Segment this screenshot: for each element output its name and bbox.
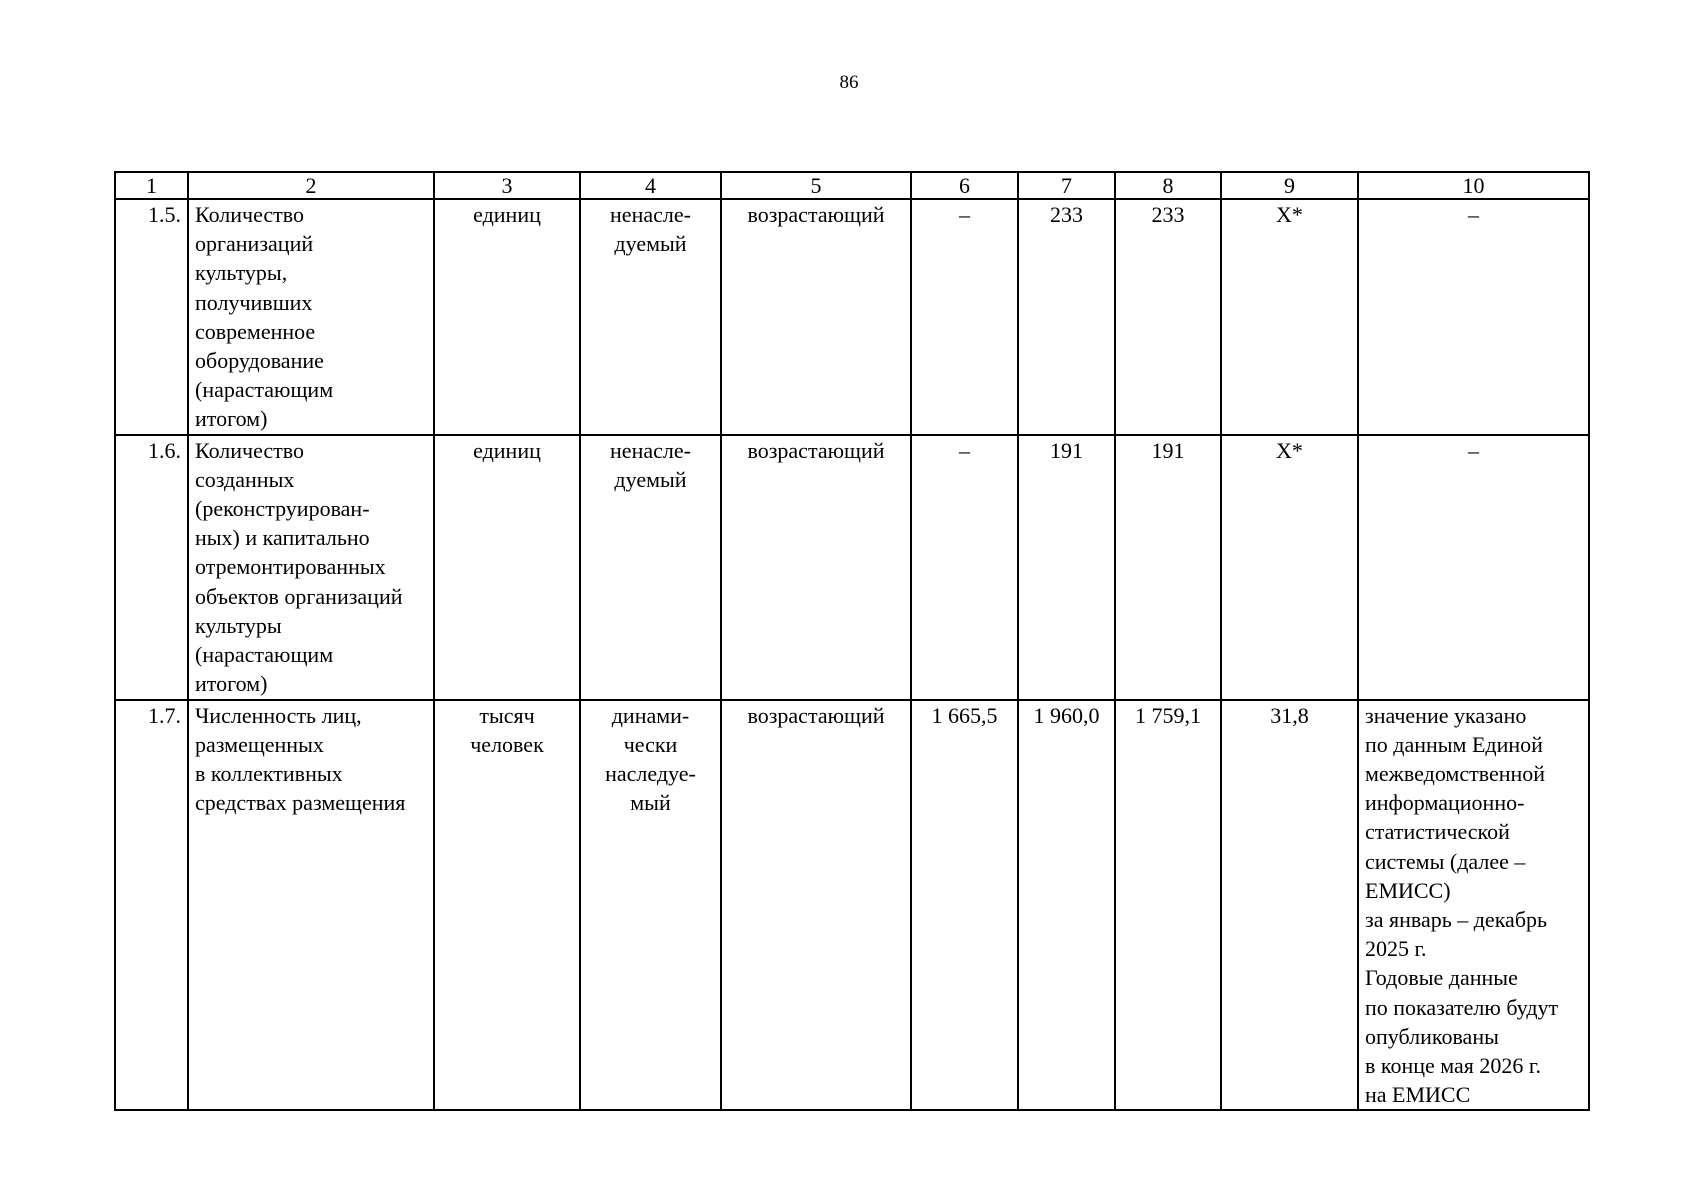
value-col-6: – xyxy=(911,199,1018,435)
indicator-direction: возрастающий xyxy=(721,199,911,435)
table-row xyxy=(115,700,1589,1111)
value-col-9: X* xyxy=(1221,435,1358,700)
table-row xyxy=(115,199,1589,435)
row-number: 1.7. xyxy=(115,700,188,1111)
indicator-direction: возрастающий xyxy=(721,700,911,1111)
unit-of-measure: тысяч человек xyxy=(434,700,580,1111)
value-col-8: 191 xyxy=(1115,435,1221,700)
column-header: 8 xyxy=(1115,172,1221,199)
indicator-name: Количество созданных (реконструирован- ных) и капитально отремонтированных объектов организаций культуры (нарастающим итогом) xyxy=(188,435,434,700)
value-col-6: 1 665,5 xyxy=(911,700,1018,1111)
column-header: 6 xyxy=(911,172,1018,199)
indicator-type: динами- чески наследуе- мый xyxy=(580,700,721,1111)
value-col-7: 191 xyxy=(1018,435,1115,700)
column-header: 10 xyxy=(1358,172,1589,199)
indicator-direction: возрастающий xyxy=(721,435,911,700)
value-col-8: 1 759,1 xyxy=(1115,700,1221,1111)
note: – xyxy=(1358,199,1589,435)
value-col-6: – xyxy=(911,435,1018,700)
note: значение указано по данным Единой межведомственной информационно- статистической системы (далее – ЕМИСС) за январь – декабрь 2025 г. Годовые данные по показателю будут опубликованы в конце мая 2026 г. на ЕМИСС xyxy=(1358,700,1589,1111)
column-header: 7 xyxy=(1018,172,1115,199)
value-col-9: X* xyxy=(1221,199,1358,435)
column-header: 2 xyxy=(188,172,434,199)
value-col-7: 233 xyxy=(1018,199,1115,435)
column-header: 3 xyxy=(434,172,580,199)
note: – xyxy=(1358,435,1589,700)
value-col-9: 31,8 xyxy=(1221,700,1358,1111)
unit-of-measure: единиц xyxy=(434,199,580,435)
row-number: 1.6. xyxy=(115,435,188,700)
column-header: 4 xyxy=(580,172,721,199)
indicator-type: ненасле- дуемый xyxy=(580,199,721,435)
indicator-name: Численность лиц, размещенных в коллективных средствах размещения xyxy=(188,700,434,1111)
column-number-row xyxy=(115,172,1589,199)
table-row xyxy=(115,435,1589,700)
value-col-8: 233 xyxy=(1115,199,1221,435)
column-header: 9 xyxy=(1221,172,1358,199)
column-header: 5 xyxy=(721,172,911,199)
row-number: 1.5. xyxy=(115,199,188,435)
column-header: 1 xyxy=(115,172,188,199)
indicator-type: ненасле- дуемый xyxy=(580,435,721,700)
unit-of-measure: единиц xyxy=(434,435,580,700)
indicator-name: Количество организаций культуры, получивших современное оборудование (нарастающим итогом) xyxy=(188,199,434,435)
indicators-table xyxy=(114,171,1590,1111)
page-number: 86 xyxy=(839,72,859,93)
value-col-7: 1 960,0 xyxy=(1018,700,1115,1111)
